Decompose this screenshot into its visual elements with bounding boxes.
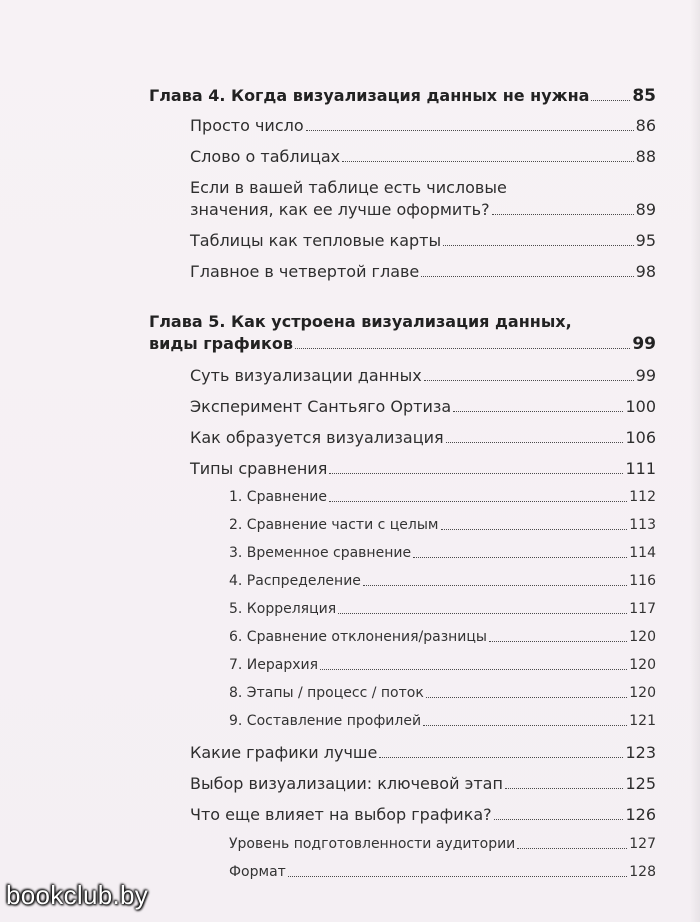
toc-entry-title: Слово о таблицах	[190, 147, 341, 166]
toc-entry	[190, 231, 656, 251]
toc-entry	[190, 805, 656, 825]
toc-subentry-title: 2. Сравнение части с целым	[229, 517, 439, 533]
toc-leader-dots	[338, 613, 627, 614]
toc-leader-dots	[505, 788, 624, 789]
toc-subentry	[229, 862, 656, 882]
toc-entry-title: Таблицы как тепловые карты	[190, 231, 442, 250]
toc-page-number: 112	[629, 489, 656, 505]
toc-subentry	[229, 683, 656, 703]
toc-subentry	[229, 487, 656, 507]
toc-page-number: 120	[629, 629, 656, 645]
toc-page-number: 111	[625, 459, 656, 478]
toc-entry	[190, 366, 656, 386]
toc-subentry-title: 6. Сравнение отклонения/разницы	[229, 629, 487, 645]
toc-subentry-title: 9. Составление профилей	[229, 713, 422, 729]
toc-subentry	[229, 711, 656, 731]
toc-leader-dots	[492, 214, 634, 215]
toc-subentry	[229, 543, 656, 563]
toc-chapter-5	[149, 334, 656, 354]
page-edge-shadow	[690, 0, 700, 922]
toc-page-number: 116	[629, 573, 656, 589]
toc-entry	[190, 200, 656, 220]
toc-leader-dots	[342, 161, 633, 162]
toc-leader-dots	[413, 557, 627, 558]
toc-page-number: 85	[632, 86, 656, 106]
toc-subentry-title: 4. Распределение	[229, 573, 361, 589]
toc-entry-title: Выбор визуализации: ключевой этап	[190, 774, 503, 793]
toc-subentry	[229, 515, 656, 535]
toc-chapter-title: виды графиков	[149, 334, 293, 353]
toc-leader-dots	[379, 757, 623, 758]
toc-leader-dots	[320, 669, 627, 670]
toc-chapter-title-line1: Глава 5. Как устроена визуализация данных,	[149, 312, 572, 331]
toc-entry	[190, 459, 656, 479]
toc-leader-dots	[517, 848, 627, 849]
toc-page-number: 126	[625, 805, 656, 824]
toc-leader-dots	[329, 473, 623, 474]
toc-page-number: 117	[629, 601, 656, 617]
toc-entry-title: Что еще влияет на выбор графика?	[190, 805, 492, 824]
toc-page-number: 95	[635, 231, 656, 250]
toc-subentry-title: 5. Корреляция	[229, 601, 337, 617]
toc-entry	[190, 743, 656, 763]
toc-leader-dots	[421, 276, 633, 277]
toc-subentry-title: 8. Этапы / процесс / поток	[229, 685, 424, 701]
toc-page-number: 88	[635, 147, 656, 166]
toc-entry	[190, 428, 656, 448]
toc-chapter-title: Глава 4. Когда визуализация данных не нужна	[149, 86, 590, 105]
toc-leader-dots	[443, 245, 634, 246]
toc-leader-dots	[423, 725, 627, 726]
toc-leader-dots	[453, 411, 623, 412]
toc-leader-dots	[363, 585, 627, 586]
toc-page-number: 125	[625, 774, 656, 793]
toc-leader-dots	[329, 501, 627, 502]
toc-page-number: 120	[629, 657, 656, 673]
toc-leader-dots	[288, 876, 627, 877]
toc-entry-title: значения, как ее лучше оформить?	[190, 200, 490, 219]
toc-entry	[190, 262, 656, 282]
toc-page-number: 100	[625, 397, 656, 416]
toc-subentry-title: 1. Сравнение	[229, 489, 327, 505]
toc-entry-title-line1: Если в вашей таблице есть числовые	[190, 178, 507, 197]
toc-page-number: 99	[635, 366, 656, 385]
toc-leader-dots	[489, 641, 627, 642]
toc-subentry	[229, 599, 656, 619]
toc-page-number: 106	[625, 428, 656, 447]
toc-page-number: 99	[632, 334, 656, 354]
toc-leader-dots	[306, 130, 634, 131]
toc-entry-title: Какие графики лучше	[190, 743, 378, 762]
toc-entry-title: Эксперимент Сантьяго Ортиза	[190, 397, 452, 416]
toc-page-number: 123	[625, 743, 656, 762]
toc-leader-dots	[494, 819, 624, 820]
toc-subentry	[229, 655, 656, 675]
toc-entry	[190, 147, 656, 167]
toc-page-number: 113	[629, 517, 656, 533]
toc-subentry-title: Формат	[229, 864, 286, 880]
toc-subentry-title: Уровень подготовленности аудитории	[229, 836, 516, 852]
toc-entry	[190, 774, 656, 794]
toc-entry	[190, 116, 656, 136]
toc-page-number: 127	[629, 836, 656, 852]
toc-subentry	[229, 834, 656, 854]
toc-page-number: 114	[629, 545, 656, 561]
toc-page-number: 128	[629, 864, 656, 880]
toc-entry-title: Суть визуализации данных	[190, 366, 422, 385]
toc-entry-title: Просто число	[190, 116, 304, 135]
toc-chapter-4	[149, 86, 656, 106]
toc-leader-dots	[446, 442, 624, 443]
toc-page-number: 120	[629, 685, 656, 701]
toc-leader-dots	[424, 380, 634, 381]
toc-page-number: 86	[635, 116, 656, 135]
toc-page-number: 121	[629, 713, 656, 729]
toc-leader-dots	[295, 348, 630, 349]
toc-subentry-title: 3. Временное сравнение	[229, 545, 412, 561]
toc-entry-title: Типы сравнения	[190, 459, 328, 478]
toc-leader-dots	[591, 100, 630, 101]
toc-entry-title: Главное в четвертой главе	[190, 262, 420, 281]
watermark-text: bookclub.by	[6, 880, 149, 910]
toc-subentry	[229, 627, 656, 647]
toc-page-number: 98	[635, 262, 656, 281]
toc-subentry-title: 7. Иерархия	[229, 657, 319, 673]
toc-page-number: 89	[635, 200, 656, 219]
toc-subentry	[229, 571, 656, 591]
toc-entry-title: Как образуется визуализация	[190, 428, 444, 447]
toc-leader-dots	[441, 529, 628, 530]
toc-entry	[190, 397, 656, 417]
toc-leader-dots	[426, 697, 627, 698]
